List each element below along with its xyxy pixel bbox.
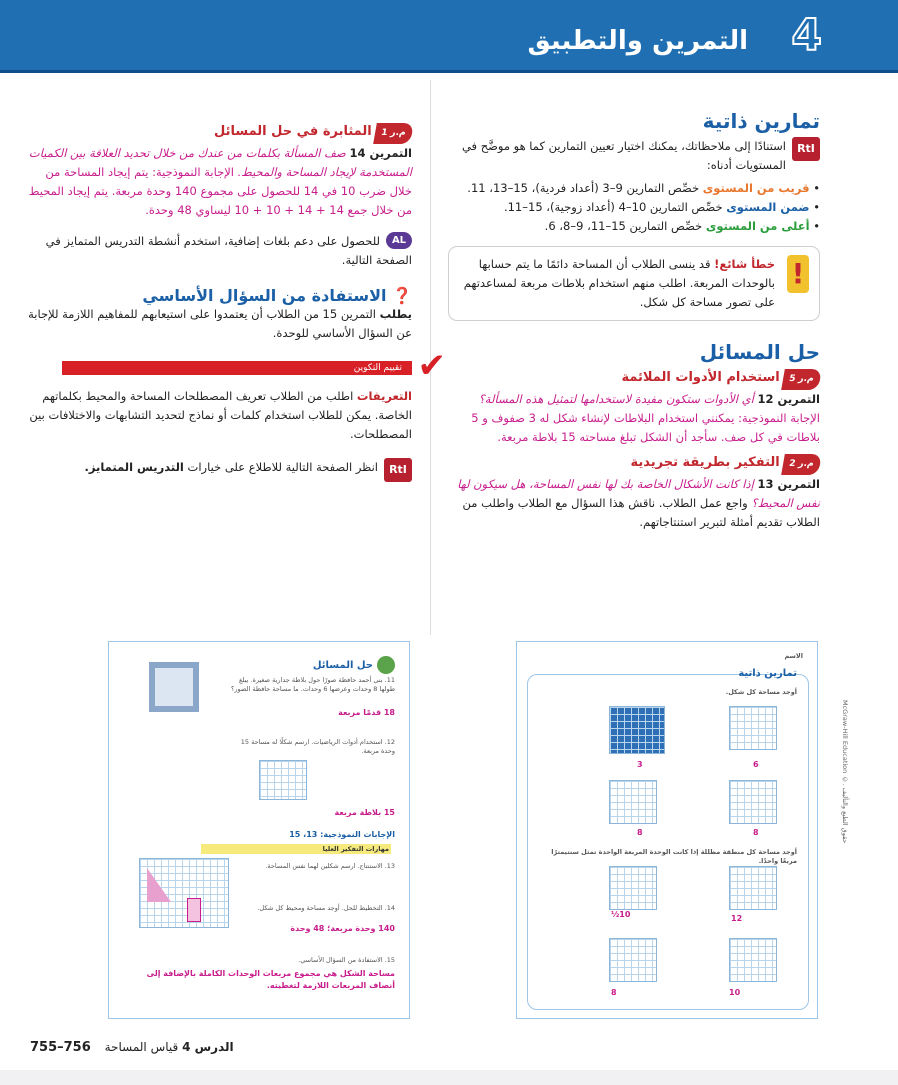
levels-list [448, 179, 820, 236]
thumb-ans-d: 8 [753, 828, 759, 837]
common-error-title: خطأ شائع! [714, 257, 775, 271]
mp2-badge: م.ر 2 [782, 454, 822, 475]
thumb-ans15: مساحة الشكل هي مجموع مربعات الوحدات الكاملة بالإضافة إلى أنصاف المربعات اللازمة لتغطيته. [146, 969, 395, 990]
thumb-q11: 11. بنى أحمد حافظة صورًا حول بلاطة جدارية صغيرة. يبلغ طولها 8 وحدات وعرضها 6 وحدات. ما مساحة حافظة الصور؟ [230, 676, 395, 693]
mp5-badge: م.ر 5 [782, 369, 822, 390]
q13-title: التفكير بطريقة تجريدية [630, 455, 780, 470]
thumb-ans-a: 3 [637, 760, 643, 769]
q13-question: إذا كانت الأشكال الخاصة بك لها نفس المساحة، هل سيكون لها نفس المحيط؟ [457, 477, 820, 510]
thumb-shape-4 [729, 780, 777, 824]
q12-label: التمرين 12 [757, 392, 820, 406]
thumb-title: حل المسائل [312, 660, 373, 671]
rti-bold: التدريس المتمايز. [84, 460, 184, 474]
thumb-ans-h: 10 [729, 988, 741, 997]
thumb-shape-3 [609, 780, 657, 824]
essential-text: التمرين 15 من الطلاب أن يعتمدوا على استيعابهم للمفاهيم اللازمة للإجابة عن السؤال الأساسي للوحدة. [28, 307, 412, 340]
q13-label: التمرين 13 [757, 477, 820, 491]
q13-text: واجع عمل الطلاب. ناقش هذا السؤال مع الطلاب واطلب من الطلاب تقديم أمثلة لتبرير استنتاجاتهم. [462, 496, 820, 529]
q14-label: التمرين 14 [349, 146, 412, 160]
persevere-block [28, 122, 412, 220]
level-approaching: • قريب من المستوى خصِّص التمارين 9–3 (أعداد فردية)، 15–13، 11. [467, 181, 820, 195]
thumb-ans-g: 8 [611, 988, 617, 997]
thumb-instr1: أوجد مساحة كل شكل. [725, 688, 797, 696]
q14-answer: الإجابة النموذجية: يتم إيجاد المساحة من خلال ضرب 10 في 14 للحصول على مجموع 140 وحدة مربعة. يتم إيجاد المحيط من خلال جمع 14 + 14 + 10 + 10 ليساوي 48 وحدة. [28, 165, 412, 217]
rti-text: انظر الصفحة التالية للاطلاع على خيارات [183, 460, 378, 474]
footer-lesson: الدرس 4 [182, 1040, 234, 1054]
q12-answer: الإجابة النموذجية: يمكنني استخدام البلاطات لإنشاء شكل له 3 صفوف و 5 بلاطات في كل صف. سأجد أن الشكل تبلغ مساحته 15 بلاطة مربعة. [471, 411, 820, 444]
thumb-shape-5 [609, 866, 657, 910]
thumb-ans11: 18 قدمًا مربعة [338, 708, 395, 717]
thumb-sample: الإجابات النموذجية: 13، 15 [289, 830, 395, 839]
thumb-q13: 13. الاستنتاج. ارسم شكلين لهما نفس المساحة. [265, 862, 395, 870]
thumb-triangle-shape [147, 868, 171, 902]
q12-block [448, 368, 820, 447]
thumb-name-label: الاسم [784, 652, 803, 660]
thumb-shape-6 [729, 866, 777, 910]
thumbnail-problem-solving [108, 641, 410, 1019]
frame-illustration [149, 662, 199, 712]
level-beyond: • أعلى من المستوى خصِّص التمارين 15–11، 9–8، 6. [544, 219, 820, 233]
thumb-ans-c: 8 [637, 828, 643, 837]
thumb-highlight: مهارات التفكير العليا [322, 845, 389, 853]
thumb-ans-f: 12 [731, 914, 743, 923]
definitions-block [28, 387, 412, 444]
left-column [28, 122, 446, 482]
essential-title: ❓ الاستفادة من السؤال الأساسي [142, 286, 412, 305]
thumb-rect-shape [187, 898, 201, 922]
thumb-self-title: تمارين ذاتية [738, 668, 797, 679]
rti-icon-left: RtI [384, 458, 412, 482]
essential-question-icon: ❓ [392, 286, 412, 305]
self-exercises-heading: تمارين ذاتية [702, 109, 820, 133]
globe-icon [377, 656, 395, 674]
bottom-band [0, 1070, 898, 1085]
footer-lesson-title: قياس المساحة [104, 1040, 179, 1054]
exclamation-icon: ! [787, 255, 809, 293]
q14-question: صف المسألة بكلمات من عندك من خلال تحديد العلاقة بين الكميات المستخدمة لإيجاد المساحة والمحيط. [28, 146, 412, 179]
thumb-shape-8 [729, 938, 777, 982]
definitions-text: اطلب من الطلاب تعريف المصطلحات المساحة والمحيط بكلماتهم الخاصة. يمكن للطلاب استخدام كلمات أو نماذج لتحديد التشابهات والاختلافات بين المصطلحات. [29, 389, 412, 441]
thumb-instr2: أوجد مساحة كل منطقة مظللة إذا كانت الوحدة المربعة الواحدة تمثل سنتيمترًا مربعًا واحدًا. [551, 848, 797, 865]
thumb-q15: 15. الاستفادة من السؤال الأساسي. [298, 956, 395, 964]
level-on: • ضمن المستوى خصِّص التمارين 10–4 (أعداد زوجية)، 15–11. [503, 200, 820, 214]
mp1-badge: م.ر 1 [374, 123, 414, 144]
al-block [28, 232, 412, 270]
thumb-ans-e: 10½ [611, 910, 631, 919]
problem-solving-heading: حل المسائل [699, 340, 820, 364]
common-error-box [448, 246, 820, 321]
formative-assessment-bar [62, 346, 446, 386]
thumb-ans-b: 6 [753, 760, 759, 769]
persevere-title: المثابرة في حل المسائل [213, 124, 372, 139]
copyright-side-note: McGraw-Hill Education ©. حقوق الطبع والتأليف [841, 700, 849, 844]
chapter-number: 4 [791, 10, 822, 61]
page-footer [30, 1040, 234, 1055]
chapter-title: التمرين والتطبيق [527, 26, 748, 56]
common-error-text: قد ينسى الطلاب أن المساحة دائمًا ما يتم حسابها بالوحدات المربعة. اطلب منهم استخدام بلاطات مربعة لمساعدتهم على تصور مساحة كل شكل. [463, 257, 775, 309]
rti-block [28, 458, 412, 477]
q13-block [448, 453, 820, 532]
rti-intro [448, 137, 820, 175]
thumb-ans14: 140 وحدة مربعة؛ 48 وحدة [290, 924, 395, 933]
al-icon: AL [386, 232, 412, 249]
essential-lead: يطلب [379, 307, 412, 321]
definitions-lead: التعريفات [356, 389, 412, 403]
formative-assessment-label: تقييم التكوين [353, 363, 402, 373]
footer-pages: 755–756 [30, 1040, 91, 1055]
thumb-shape-2 [729, 706, 777, 750]
thumb-q12: 12. استخدام أدوات الرياضيات. ارسم شكلًا له مساحة 15 وحدة مربعة. [240, 738, 395, 755]
thumb-grid-12 [259, 760, 307, 800]
chapter-banner [0, 0, 898, 73]
thumb-shape-1 [609, 706, 665, 754]
thumb-shape-7 [609, 938, 657, 982]
rti-icon: RtI [792, 137, 820, 161]
essential-block [28, 286, 412, 343]
q12-title: استخدام الأدوات الملائمة [621, 370, 780, 385]
rti-intro-text: استنادًا إلى ملاحظاتك، يمكنك اختيار تعيين التمارين كما هو موضَّح في المستويات أدناه: [461, 139, 786, 172]
thumbnail-self-exercises [516, 641, 818, 1019]
right-column [448, 109, 820, 538]
thumb-q14: 14. التخطيط للحل. أوجد مساحة ومحيط كل شكل. [257, 904, 395, 912]
al-text: للحصول على دعم بلغات إضافية، استخدم أنشطة التدريس المتمايز في الصفحة التالية. [45, 234, 412, 267]
q12-question: أي الأدوات ستكون مفيدة لاستخدامها لتمثيل هذه المسألة؟ [478, 392, 758, 406]
checkmark-icon: ✔ [417, 346, 446, 386]
thumb-ans12: 15 بلاطة مربعة [334, 808, 395, 817]
